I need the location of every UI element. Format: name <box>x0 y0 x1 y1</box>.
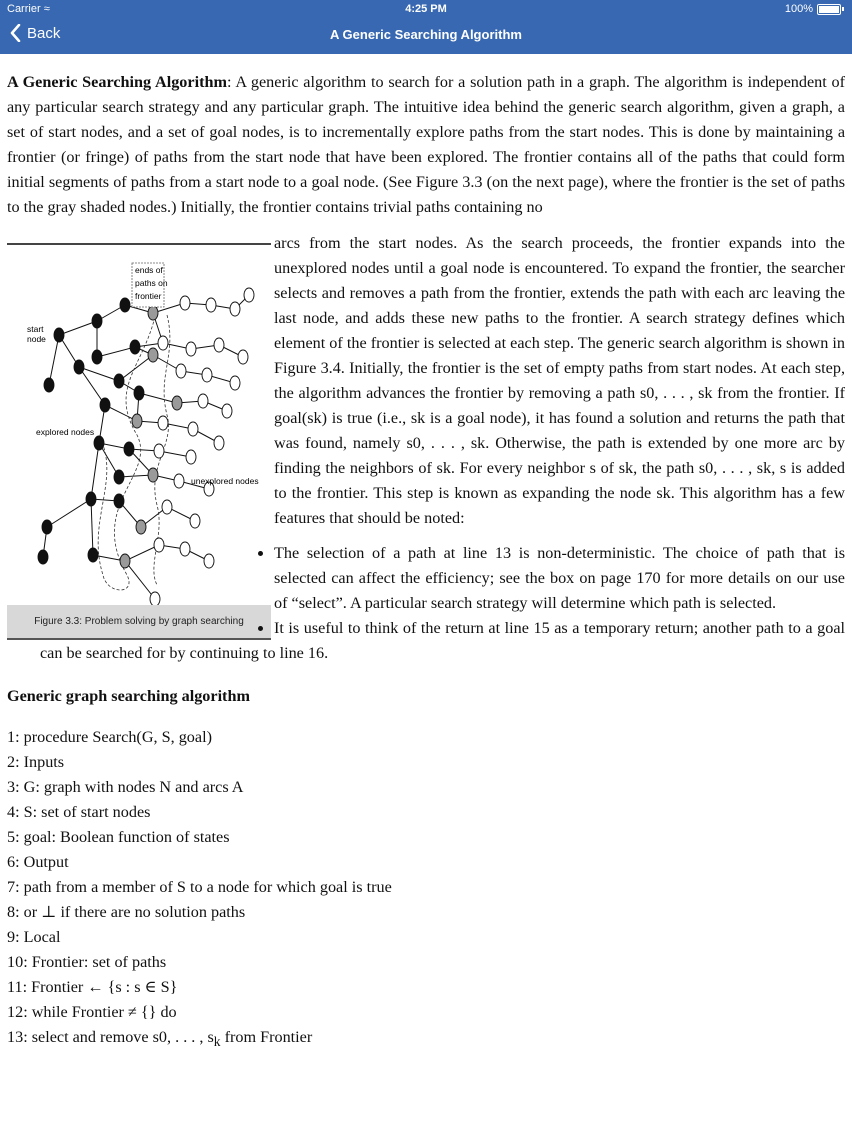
graph-edge <box>91 499 93 555</box>
figure-3-3 <box>7 243 271 640</box>
unexplored-node <box>180 296 190 310</box>
frontier-node <box>148 348 158 362</box>
code-line: 5: goal: Boolean function of states <box>7 828 230 846</box>
wifi-icon: ≈ <box>43 3 50 15</box>
status-time: 4:25 PM <box>405 3 447 15</box>
explored-node <box>120 298 130 312</box>
code-line: 7: path from a member of S to a node for which goal is true <box>7 878 392 896</box>
code-line: 6: Output <box>7 853 69 871</box>
unexplored-node <box>214 436 224 450</box>
graph-edge <box>119 355 153 381</box>
code-line: 2: Inputs <box>7 753 65 771</box>
unexplored-node <box>162 500 172 514</box>
frontier-node <box>172 396 182 410</box>
code-line: 13: select and remove s0, . . . , $s_k$ from Frontier <box>7 1028 313 1050</box>
graph-edge <box>79 367 119 381</box>
graph-edge <box>91 443 99 499</box>
article-content <box>7 70 845 1054</box>
explored-node <box>100 398 110 412</box>
explored-node <box>134 386 144 400</box>
explored-node <box>130 340 140 354</box>
list-item: • The selection of a path at line 13 is non-deterministic. The choice of path that is selected can affect the efficiency; see the box on page 170 for more details on our use of “select”. A particular search strategy will determine which path is selected. <box>40 541 845 616</box>
back-label: Back <box>27 24 61 42</box>
unexplored-node <box>222 404 232 418</box>
code-line: 9: Local <box>7 928 61 946</box>
explored-node <box>86 492 96 506</box>
page-title: A Generic Searching Algorithm <box>330 27 522 42</box>
explored-node <box>92 314 102 328</box>
frontier-node <box>136 520 146 534</box>
explored-node <box>124 442 134 456</box>
code-line: 8: or ⊥ if there are no solution paths <box>7 903 246 921</box>
explored-node <box>74 360 84 374</box>
battery-icon <box>817 4 841 15</box>
explored-node <box>114 470 124 484</box>
start-label-2: node <box>27 334 46 344</box>
unexplored-node <box>180 542 190 556</box>
article-term: A Generic Searching Algorithm <box>7 73 227 91</box>
battery-percent: 100% <box>784 3 813 15</box>
explored-node <box>114 494 124 508</box>
explored-node <box>92 350 102 364</box>
unexplored-node <box>186 450 196 464</box>
unexplored-node <box>186 342 196 356</box>
battery-indicator <box>785 3 844 15</box>
unexplored-node <box>204 554 214 568</box>
explored-node <box>42 520 52 534</box>
frontier-node <box>148 306 158 320</box>
code-line: 11: Frontier ← {s : s ∈ S} <box>7 978 178 996</box>
unexplored-node <box>154 444 164 458</box>
unexplored-node <box>198 394 208 408</box>
wrap-paragraph: arcs from the start nodes. As the search proceeds, the frontier expands into the unexplored nodes until a goal node is encountered. To expand the frontier, the searcher selects and removes a path from the frontier, extends the path with each arc leaving the last node, and adds these new paths to the frontier. A search strategy defines which element of the frontier is selected at each step. The generic search algorithm is shown in Figure 3.4. Initially, the frontier is the set of empty paths from start nodes. At each step, the algorithm advances the frontier by removing a path s0, . . . , sk from the frontier. If goal(sk) is true (i.e., sk is a goal node), it has found a solution and returns the path that was found, namely s0, . . . , sk. Otherwise, the path is extended by one more arc by finding the neighbors of sk. For every neighbor s of sk, the path s0, . . . , sk, s is added to the frontier. This step is known as expanding the node sk. This algorithm has a few features that should be noted: <box>274 234 845 527</box>
unexplored-node <box>230 376 240 390</box>
ends-label-3: frontier <box>135 291 162 301</box>
graph-edge <box>97 347 135 357</box>
unexplored-node <box>190 514 200 528</box>
unexplored-node <box>158 336 168 350</box>
code-line: 3: G: graph with nodes N and arcs A <box>7 778 244 796</box>
algorithm-listing <box>7 725 845 1054</box>
unexplored-node <box>202 368 212 382</box>
ends-label-1: ends of <box>135 265 163 275</box>
unexplored-node <box>244 288 254 302</box>
explored-node <box>54 328 64 342</box>
unexplored-label: unexplored nodes <box>191 476 259 486</box>
explored-node <box>114 374 124 388</box>
intro-paragraph <box>7 70 845 220</box>
explored-node <box>44 378 54 392</box>
graph-edge <box>79 367 105 405</box>
graph-edge <box>125 561 155 599</box>
code-line: 12: while Frontier ≠ {} do <box>7 1003 177 1021</box>
graph-edge <box>47 499 91 527</box>
unexplored-node <box>158 416 168 430</box>
unexplored-node <box>230 302 240 316</box>
graph-edge <box>59 321 97 335</box>
unexplored-node <box>150 592 160 605</box>
unexplored-node <box>154 538 164 552</box>
status-bar <box>0 0 852 18</box>
code-line: 4: S: set of start nodes <box>7 803 151 821</box>
section-title: Generic graph searching algorithm <box>7 687 250 705</box>
explored-node <box>94 436 104 450</box>
unexplored-node <box>206 298 216 312</box>
graph-search-figure <box>7 245 271 605</box>
unexplored-node <box>188 422 198 436</box>
frontier-node <box>132 414 142 428</box>
code-line: 10: Frontier: set of paths <box>7 953 167 971</box>
frontier-node <box>148 468 158 482</box>
graph-edge <box>139 393 177 403</box>
explored-node <box>88 548 98 562</box>
unexplored-node <box>214 338 224 352</box>
unexplored-node <box>174 474 184 488</box>
ends-label-2: paths on <box>135 278 168 288</box>
code-line: 1: procedure Search(G, S, goal) <box>7 728 212 746</box>
intro-text: : A generic algorithm to search for a solution path in a graph. The algorithm is independent of any particular search strategy and any particular graph. The intuitive idea behind the generic search algorithm, given a graph, a set of start nodes, and a set of goal nodes, is to incrementally explore paths from the start nodes. This is done by maintaining a frontier (or fringe) of paths from the start node that have been explored. The frontier contains all of the paths that could form initial segments of paths from a start node to a goal node. (See Figure 3.3 (on the next page), where the frontier is the set of paths to the gray shaded nodes.) Initially, the frontier contains trivial paths containing no <box>7 73 845 216</box>
figure-wrap <box>7 231 845 666</box>
start-label-1: start <box>27 324 44 334</box>
navigation-bar <box>0 0 852 54</box>
list-item: • It is useful to think of the return at line 15 as a temporary return; another path to a goal can be searched for by continuing to line 16. <box>40 616 845 666</box>
graph-edge <box>49 335 59 385</box>
explored-node <box>38 550 48 564</box>
carrier-label: Carrier ≈ <box>7 3 50 15</box>
unexplored-node <box>176 364 186 378</box>
unexplored-node <box>238 350 248 364</box>
figure-caption: Figure 3.3: Problem solving by graph searching <box>7 605 271 640</box>
frontier-node <box>120 554 130 568</box>
explored-label: explored nodes <box>36 427 95 437</box>
